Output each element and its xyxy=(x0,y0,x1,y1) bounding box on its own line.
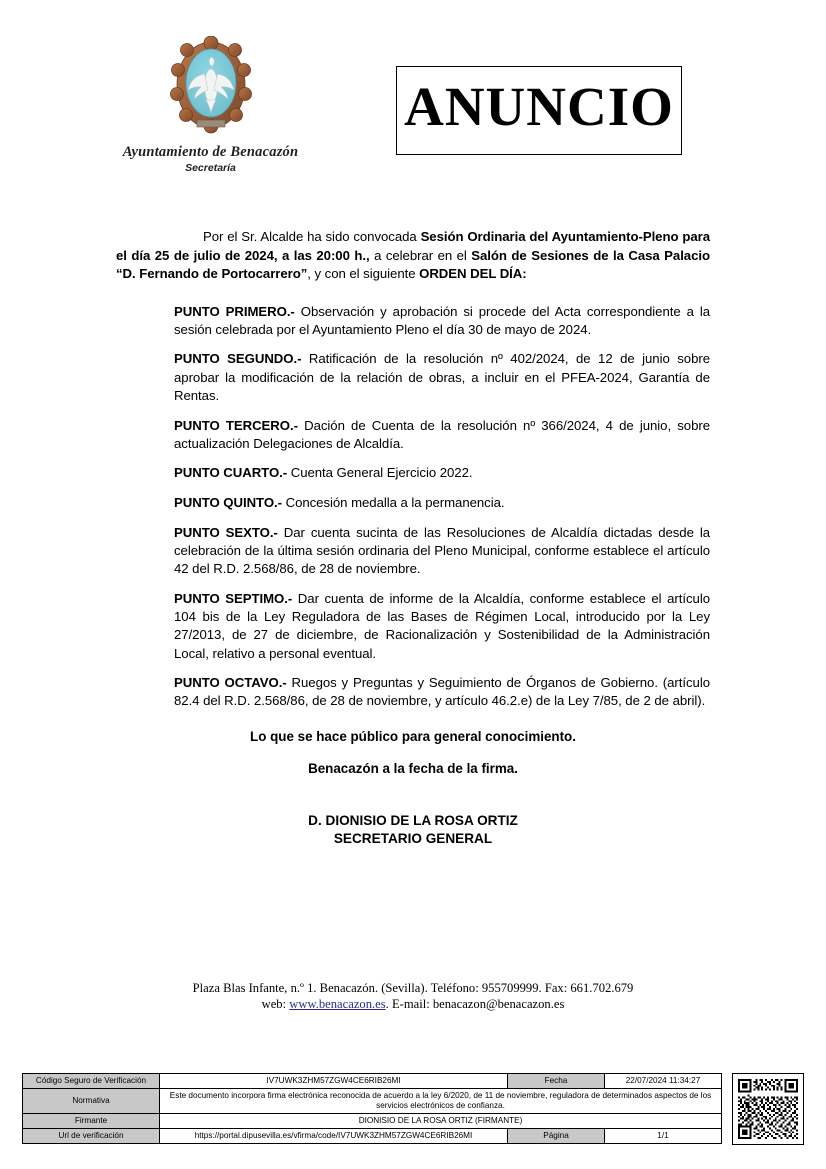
intro-text-3: , y con el siguiente xyxy=(307,266,420,281)
table-row xyxy=(23,1129,722,1144)
agenda-item-text: Ruegos y Preguntas y Seguimiento de Órganos de Gobierno. (artículo 82.4 del R.D. 2.568/86, de 28 de noviembre, y artículo 46.2.e) de la Ley 7/85, de 2 de abril). xyxy=(174,675,710,709)
intro-paragraph xyxy=(116,228,710,284)
csv-label-pagina: Página xyxy=(508,1129,605,1144)
orden-del-dia-label: ORDEN DEL DÍA: xyxy=(419,266,527,281)
letterhead xyxy=(108,36,313,174)
verification-footer xyxy=(22,1073,804,1145)
intro-bold-1: Sesión Ordinaria del Ayuntamiento-Pleno para el día 25 de julio de 2024, a las 20:00 h., xyxy=(116,229,710,263)
closing-line-2: Benacazón a la fecha de la firma. xyxy=(308,760,518,776)
csv-value-pagina: 1/1 xyxy=(605,1129,722,1144)
csv-value-normativa: Este documento incorpora firma electrónica reconocida de acuerdo a la ley 6/2020, de 11 de noviembre, reguladora de determinados aspectos de los servicios electrónicos de confianza. xyxy=(160,1089,722,1114)
agenda-list xyxy=(116,303,710,711)
csv-label-normativa: Normativa xyxy=(23,1089,160,1114)
csv-value-codigo: IV7UWK3ZHM57ZGW4CE6RIB26MI xyxy=(160,1074,508,1089)
closing-line-1: Lo que se hace público para general conocimiento. xyxy=(250,728,576,744)
signer-title: SECRETARIO GENERAL xyxy=(333,830,493,846)
table-row xyxy=(23,1074,722,1089)
signer-name: D. DIONISIO DE LA ROSA ORTIZ xyxy=(308,812,518,828)
list-item xyxy=(116,674,710,710)
agenda-item-lead: PUNTO TERCERO.- xyxy=(174,417,298,433)
agenda-item-text: Dar cuenta de informe de la Alcaldía, conforme establece el artículo 104 bis de la Ley Reguladora de las Bases de Régimen Local, introducido por la Ley 27/2013, de 27 de diciembre, de Racionalización y Sostenibilidad de la Administración Local, relativo a personal eventual. xyxy=(174,590,710,661)
agenda-item-lead: PUNTO CUARTO.- xyxy=(174,465,288,481)
list-item xyxy=(116,464,710,482)
website-link[interactable]: www.benacazon.es xyxy=(289,997,386,1011)
agenda-item-lead: PUNTO PRIMERO.- xyxy=(174,303,295,319)
intro-text-1: Por el Sr. Alcalde ha sido convocada xyxy=(203,229,421,244)
csv-label-codigo: Código Seguro de Verificación xyxy=(23,1074,160,1089)
list-item xyxy=(116,350,710,405)
agenda-item-text: Dar cuenta sucinta de las Resoluciones de Alcaldía dictadas desde la celebración de la última sesión ordinaria del Pleno Municipal, conforme establece el artículo 42 del R.D. 2.568/86, de 28 de noviembre. xyxy=(174,524,710,577)
address-web-prefix: web: xyxy=(261,997,290,1011)
verification-table xyxy=(22,1073,722,1144)
agenda-item-lead: PUNTO QUINTO.- xyxy=(174,495,282,511)
intro-text-2: a celebrar en el xyxy=(369,247,472,263)
signature-block xyxy=(116,812,710,848)
agenda-item-lead: PUNTO SEPTIMO.- xyxy=(174,590,293,606)
agenda-item-lead: PUNTO SEGUNDO.- xyxy=(174,351,302,367)
address-line-1: Plaza Blas Infante, n.º 1. Benacazón. (Sevilla). Teléfono: 955709999. Fax: 661.702.679 xyxy=(192,981,634,995)
organization-department: Secretaría xyxy=(185,162,236,174)
csv-label-firmante: Firmante xyxy=(23,1114,160,1129)
intro-bold-2: Salón de Sesiones de la Casa Palacio “D. Fernando de Portocarrero” xyxy=(116,247,710,281)
agenda-item-text: Observación y aprobación si procede del Acta correspondiente a la sesión celebrada por el Ayuntamiento Pleno el día 30 de mayo de 2024. xyxy=(174,303,710,337)
list-item xyxy=(116,524,710,579)
table-row xyxy=(23,1114,722,1129)
list-item xyxy=(116,417,710,453)
address-line-2 xyxy=(0,996,826,1012)
address-footer xyxy=(0,980,826,1012)
list-item xyxy=(116,303,710,339)
agenda-item-text: Concesión medalla a la permanencia. xyxy=(281,495,505,511)
agenda-item-lead: PUNTO OCTAVO.- xyxy=(174,675,287,691)
agenda-item-text: Cuenta General Ejercicio 2022. xyxy=(287,465,473,481)
list-item xyxy=(116,590,710,663)
agenda-item-text: Dación de Cuenta de la resolución nº 366/2024, 4 de junio, sobre actualización Delegaciones de Alcaldía. xyxy=(174,417,710,451)
document-header xyxy=(0,0,826,180)
agenda-item-lead: PUNTO SEXTO.- xyxy=(174,524,278,540)
qr-code-icon[interactable] xyxy=(732,1073,804,1145)
page-title: ANUNCIO xyxy=(404,76,674,137)
organization-name: Ayuntamiento de Benacazón xyxy=(122,144,299,160)
csv-label-url: Url de verificación xyxy=(23,1129,160,1144)
anuncio-title-box xyxy=(396,66,682,155)
closing-block xyxy=(116,729,710,776)
csv-value-url[interactable]: https://portal.dipusevilla.es/vfirma/code/IV7UWK3ZHM57ZGW4CE6RIB26MI xyxy=(160,1129,508,1144)
table-row xyxy=(23,1089,722,1114)
address-email-text: . E-mail: benacazon@benacazon.es xyxy=(385,997,565,1011)
csv-value-fecha: 22/07/2024 11:34:27 xyxy=(605,1074,722,1089)
agenda-item-text: Ratificación de la resolución nº 402/2024, de 12 de junio sobre aprobar la modificación de la relación de obras, a incluir en el PFEA-2024, Garantía de Rentas. xyxy=(174,351,710,403)
list-item xyxy=(116,494,710,512)
csv-label-fecha: Fecha xyxy=(508,1074,605,1089)
municipal-crest-icon xyxy=(168,36,254,140)
csv-value-firmante: DIONISIO DE LA ROSA ORTIZ (FIRMANTE) xyxy=(160,1114,722,1129)
document-body xyxy=(116,228,710,848)
